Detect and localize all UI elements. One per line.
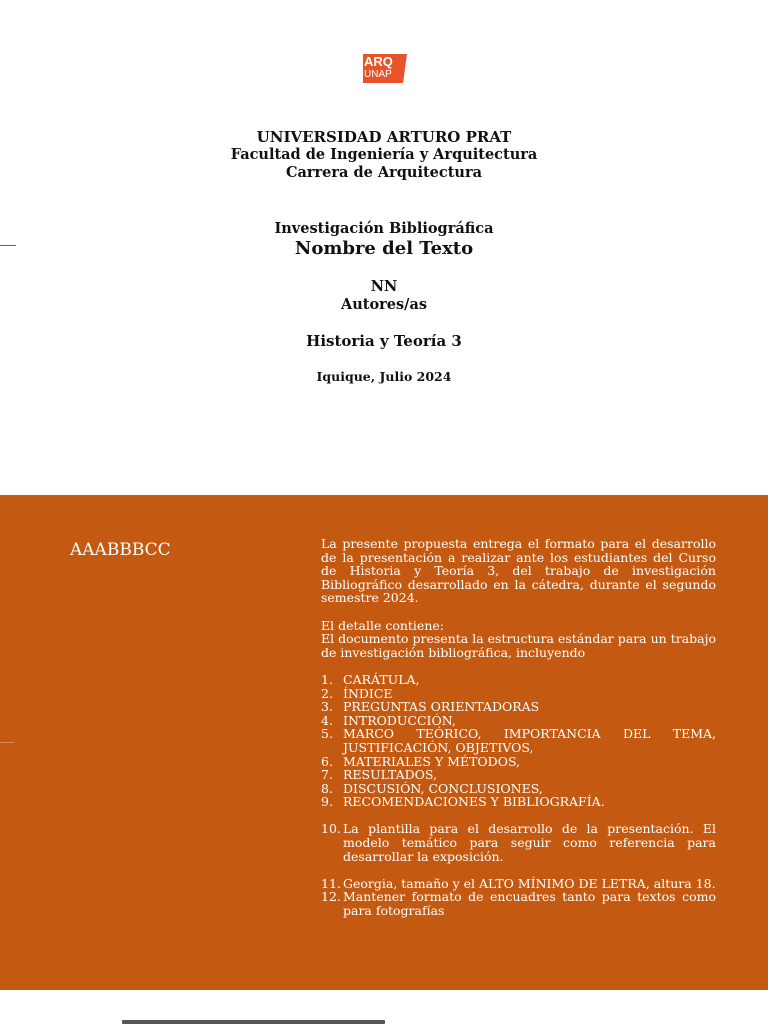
- faculty-name: Facultad de Ingeniería y Arquitectura: [230, 146, 538, 163]
- detail-paragraph: [321, 619, 716, 660]
- horizontal-scrollbar[interactable]: [122, 1020, 385, 1024]
- career-name: Carrera de Arquitectura: [285, 164, 483, 181]
- list-item: 2. ÍNDICE: [321, 685, 393, 701]
- university-name: UNIVERSIDAD ARTURO PRAT: [256, 128, 512, 146]
- authors-label: Autores/as: [340, 296, 428, 313]
- text-name-title: Nombre del Texto: [294, 238, 474, 259]
- list-item: 8. DISCUSIÓN, CONCLUSIONES,: [321, 780, 543, 796]
- contents-list-2: [321, 822, 716, 863]
- cover-header: [0, 128, 768, 182]
- list-item: 5. MARCO TEÓRICO, IMPORTANCIA DEL TEMA, JUSTIFICACIÓN, OBJETIVOS,: [321, 726, 716, 755]
- place-date: Iquique, Julio 2024: [316, 369, 452, 384]
- detail-text: El documento presenta la estructura estándar para un trabajo de investigación bibliográfica, incluyendo: [321, 631, 716, 660]
- course-name: Historia y Teoría 3: [306, 332, 462, 350]
- list-item: 12. Mantener formato de encuadres tanto para textos como para fotografías: [321, 889, 716, 919]
- arq-unap-logo: [361, 50, 407, 83]
- list-item: 10. La plantilla para el desarrollo de la presentación. El modelo temático para seguir como referencia para desarrollar la exposición.: [321, 821, 716, 864]
- contents-list-3: [321, 877, 716, 918]
- list-item: 4. INTRODUCCIÓN,: [321, 712, 456, 728]
- contents-list: [321, 673, 716, 809]
- nn-label: NN: [370, 278, 398, 295]
- logo-text-bottom: UNAP: [364, 69, 392, 80]
- document-type: Investigación Bibliográfica: [274, 220, 494, 237]
- edge-marker-2: [0, 742, 14, 743]
- list-item: 9. RECOMENDACIONES Y BIBLIOGRAFÍA.: [321, 794, 605, 810]
- list-item: 3. PREGUNTAS ORIENTADORAS: [321, 699, 540, 715]
- list-item: 6. MATERIALES Y MÉTODOS,: [321, 753, 521, 769]
- intro-paragraph: La presente propuesta entrega el formato para el desarrollo de la presentación a realizar ante los estudiantes del Curso de Historia y Teoría 3, del trabajo de investigación Bibliográfico desarrollado en la cátedra, durante el segundo semestre 2024.: [321, 536, 716, 606]
- course-code: AAABBBCC: [70, 540, 171, 560]
- detail-title: El detalle contiene:: [321, 617, 444, 633]
- logo-text-top: ARQ: [364, 54, 393, 69]
- list-item: 1. CARÁTULA,: [321, 671, 420, 687]
- list-item: 7. RESULTADOS,: [321, 767, 437, 783]
- description-text: [321, 537, 716, 931]
- list-item: 11. Georgia, tamaño y el ALTO MÍNIMO DE LETRA, altura 18.: [321, 875, 716, 891]
